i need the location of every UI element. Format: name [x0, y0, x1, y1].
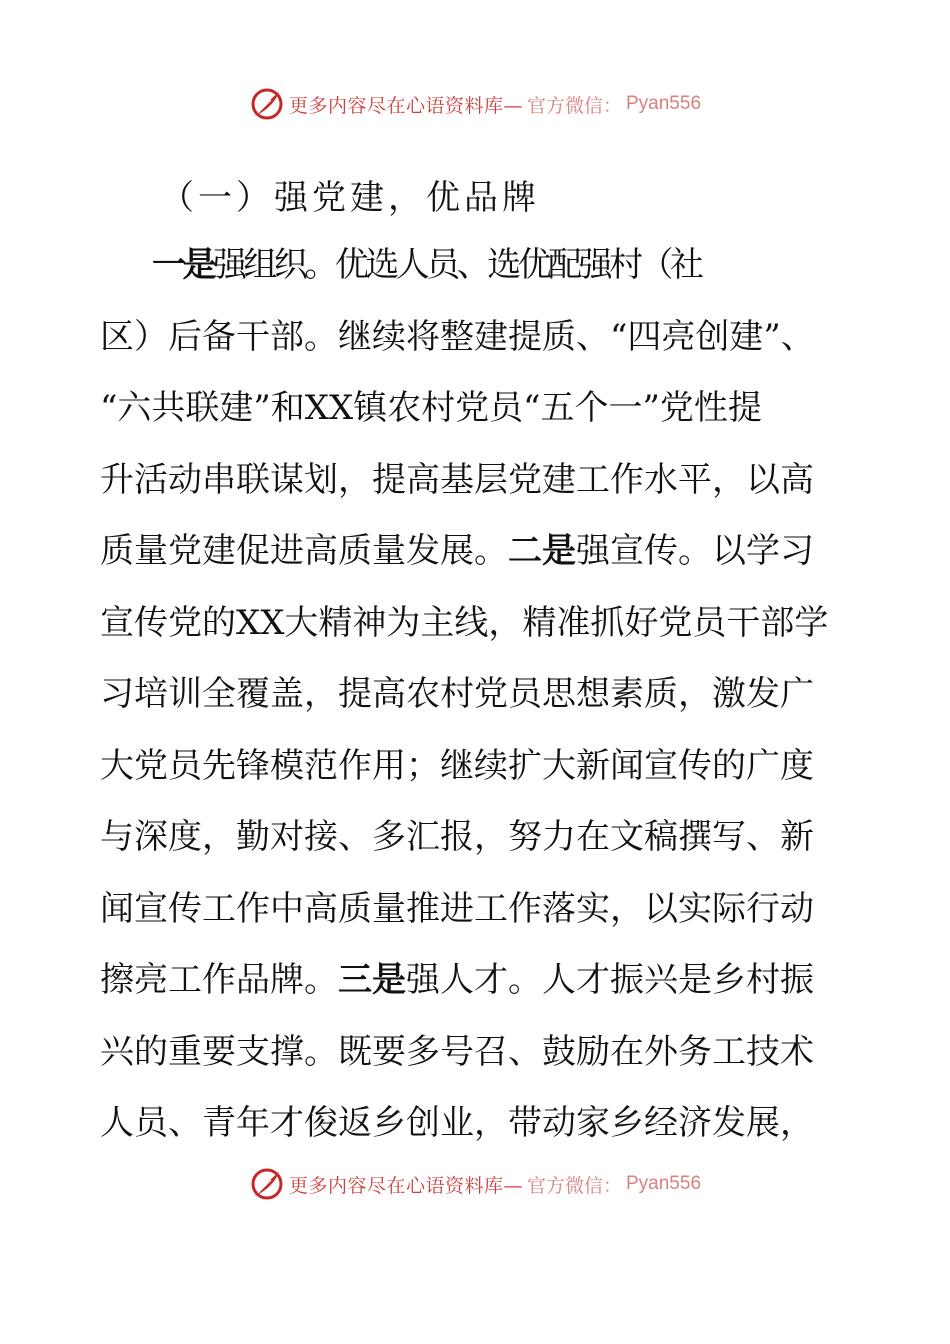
bold-lead: 三是: [338, 960, 406, 1000]
line-text: 大党员先锋模范作用；继续扩大新闻宣传的广度: [100, 745, 814, 786]
body-line: [100, 955, 860, 1005]
line-text: 与深度，勤对接、多汇报，努力在文稿撰写、新: [100, 817, 814, 857]
line-text: 擦亮工作品牌。: [100, 960, 338, 1000]
line-text: 区）后备干部。继续将整建提质、“四亮创建”、: [100, 316, 815, 357]
bold-lead: 二是: [508, 531, 576, 571]
line-text: “六共联建”和XX镇农村党员“五个一”党性提: [100, 388, 762, 428]
quill-logo-icon: [249, 86, 285, 122]
body-line: [100, 312, 860, 362]
header-watermark-banner: [0, 82, 950, 126]
banner-wechat-label: 官方微信：: [526, 1174, 622, 1197]
body-line: [100, 741, 860, 791]
banner-site-text: 更多内容尽在心语资料库—: [288, 94, 523, 117]
banner-site-text: 更多内容尽在心语资料库—: [288, 1174, 523, 1197]
line-text: 升活动串联谋划，提高基层党建工作水平，以高: [100, 459, 814, 500]
body-line: [100, 598, 860, 648]
banner-wechat-label: 官方微信：: [526, 94, 622, 117]
banner-wechat-id: Pyan556: [626, 1173, 702, 1194]
line-text: 闻宣传工作中高质量推进工作落实，以实际行动: [100, 888, 814, 929]
line-text: 强组织。优选人员、选优配强村（社: [212, 245, 701, 285]
body-line: [152, 240, 912, 290]
body-line: [100, 526, 860, 576]
footer-watermark-banner: [0, 1162, 950, 1206]
line-text: 质量党建促进高质量发展。: [100, 531, 508, 571]
line-text: 强人才。人才振兴是乡村振: [406, 960, 814, 1000]
body-line: [100, 812, 860, 862]
section-heading: （一）强党建，优品牌: [160, 178, 540, 218]
body-line: [100, 455, 860, 505]
line-text: 宣传党的XX大精神为主线，精准抓好党员干部学: [100, 602, 829, 643]
body-line: [100, 669, 860, 719]
line-text: 人员、青年才俊返乡创业，带动家乡经济发展，: [100, 1103, 814, 1143]
banner-wechat-id: Pyan556: [626, 93, 702, 114]
body-line: [100, 383, 860, 433]
body-line: [100, 884, 860, 934]
line-text: 习培训全覆盖，提高农村党员思想素质，激发广: [100, 674, 814, 714]
body-line: [100, 1098, 860, 1148]
line-text: 兴的重要支撑。既要多号召、鼓励在外务工技术: [100, 1031, 814, 1072]
body-line: [100, 1027, 860, 1077]
line-text: 强宣传。以学习: [576, 531, 814, 571]
quill-logo-icon: [249, 1166, 285, 1202]
bold-lead: 一是: [152, 245, 213, 285]
